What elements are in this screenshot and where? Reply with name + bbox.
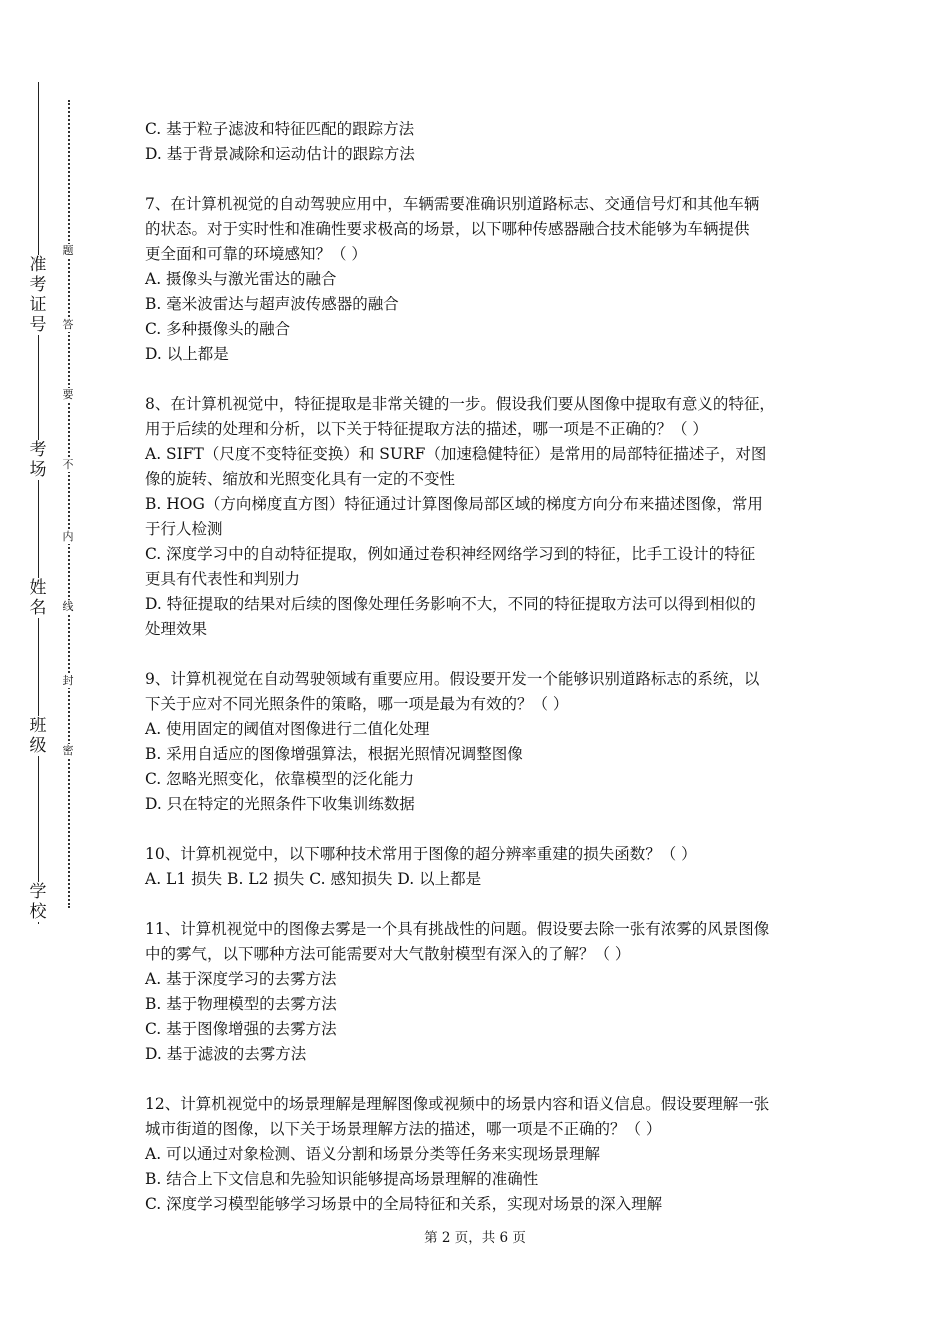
seal-char: 线 xyxy=(62,600,74,613)
option-b: 于行人检测 xyxy=(145,520,223,538)
option-c: 更具有代表性和判别力 xyxy=(145,570,301,588)
question-stem: 更全面和可靠的环境感知？（ ） xyxy=(145,245,367,263)
option-b: B. 结合上下文信息和先验知识能够提高场景理解的准确性 xyxy=(145,1170,539,1188)
option-c: C. 深度学习中的自动特征提取，例如通过卷积神经网络学习到的特征，比手工设计的特征 xyxy=(145,545,756,563)
question-content xyxy=(145,117,825,1217)
question-stem: 10、计算机视觉中，以下哪种技术常用于图像的超分辨率重建的损失函数？（ ） xyxy=(145,845,697,863)
page-footer: 第 2 页，共 6 页 xyxy=(424,1230,526,1246)
option-d: D. 特征提取的结果对后续的图像处理任务影响不大，不同的特征提取方法可以得到相似的 xyxy=(145,595,756,613)
option-d: D. 基于背景减除和运动估计的跟踪方法 xyxy=(145,145,415,163)
question-12 xyxy=(145,1092,825,1217)
seal-char: 答 xyxy=(62,318,74,331)
question-stem: 9、计算机视觉在自动驾驶领域有重要应用。假设要开发一个能够识别道路标志的系统，以 xyxy=(145,670,760,688)
question-stem: 的状态。对于实时性和准确性要求极高的场景，以下哪种传感器融合技术能够为车辆提供 xyxy=(145,220,750,238)
label-class: 班级 xyxy=(29,716,47,756)
seal-char: 要 xyxy=(62,388,74,401)
binding-solid-line xyxy=(38,82,39,924)
option-c: C. 基于图像增强的去雾方法 xyxy=(145,1020,337,1038)
question-7 xyxy=(145,192,825,367)
question-stem: 城市街道的图像，以下关于场景理解方法的描述，哪一项是不正确的？（ ） xyxy=(145,1120,662,1138)
question-11 xyxy=(145,917,825,1067)
option-c: C. 深度学习模型能够学习场景中的全局特征和关系，实现对场景的深入理解 xyxy=(145,1195,663,1213)
option-a: A. 摄像头与激光雷达的融合 xyxy=(145,270,337,288)
label-exam-room: 考场 xyxy=(29,440,47,480)
question-9 xyxy=(145,667,825,817)
option-d: 处理效果 xyxy=(145,620,208,638)
options-inline: A. L1 损失 B. L2 损失 C. 感知损失 D. 以上都是 xyxy=(145,870,482,888)
label-name: 姓名 xyxy=(29,578,47,618)
question-stem: 下关于应对不同光照条件的策略，哪一项是最为有效的？（ ） xyxy=(145,695,569,713)
option-b: B. 采用自适应的图像增强算法，根据光照情况调整图像 xyxy=(145,745,523,763)
question-8 xyxy=(145,392,825,642)
seal-char: 内 xyxy=(62,530,74,543)
seal-char: 题 xyxy=(62,244,74,257)
option-a: A. 使用固定的阈值对图像进行二值化处理 xyxy=(145,720,430,738)
option-a: A. SIFT（尺度不变特征变换）和 SURF（加速稳健特征）是常用的局部特征描述子，对图 xyxy=(145,445,767,463)
option-c: C. 忽略光照变化，依靠模型的泛化能力 xyxy=(145,770,415,788)
seal-char: 封 xyxy=(62,674,74,687)
option-d: D. 基于滤波的去雾方法 xyxy=(145,1045,307,1063)
option-a: A. 可以通过对象检测、语义分割和场景分类等任务来实现场景理解 xyxy=(145,1145,601,1163)
seal-char: 密 xyxy=(62,744,74,757)
question-6-tail xyxy=(145,117,825,167)
option-b: B. 毫米波雷达与超声波传感器的融合 xyxy=(145,295,399,313)
question-stem: 11、计算机视觉中的图像去雾是一个具有挑战性的问题。假设要去除一张有浓雾的风景图像 xyxy=(145,920,770,938)
label-school: 学校 xyxy=(29,882,47,922)
seal-char: 不 xyxy=(62,458,74,471)
option-d: D. 以上都是 xyxy=(145,345,229,363)
option-c: C. 基于粒子滤波和特征匹配的跟踪方法 xyxy=(145,120,415,138)
option-b: B. 基于物理模型的去雾方法 xyxy=(145,995,337,1013)
seal-dotted-line xyxy=(68,100,70,908)
option-b: B. HOG（方向梯度直方图）特征通过计算图像局部区域的梯度方向分布来描述图像，常用 xyxy=(145,495,763,513)
option-a: 像的旋转、缩放和光照变化具有一定的不变性 xyxy=(145,470,456,488)
option-c: C. 多种摄像头的融合 xyxy=(145,320,291,338)
option-d: D. 只在特定的光照条件下收集训练数据 xyxy=(145,795,415,813)
option-a: A. 基于深度学习的去雾方法 xyxy=(145,970,337,988)
question-stem: 7、在计算机视觉的自动驾驶应用中，车辆需要准确识别道路标志、交通信号灯和其他车辆 xyxy=(145,195,760,213)
question-10 xyxy=(145,842,825,892)
question-stem: 中的雾气，以下哪种方法可能需要对大气散射模型有深入的了解？（ ） xyxy=(145,945,631,963)
label-exam-number: 准考证号 xyxy=(29,255,47,335)
question-stem: 12、计算机视觉中的场景理解是理解图像或视频中的场景内容和语义信息。假设要理解一张 xyxy=(145,1095,770,1113)
question-stem: 用于后续的处理和分析，以下关于特征提取方法的描述，哪一项是不正确的？（ ） xyxy=(145,420,708,438)
question-stem: 8、在计算机视觉中，特征提取是非常关键的一步。假设我们要从图像中提取有意义的特征， xyxy=(145,395,775,413)
